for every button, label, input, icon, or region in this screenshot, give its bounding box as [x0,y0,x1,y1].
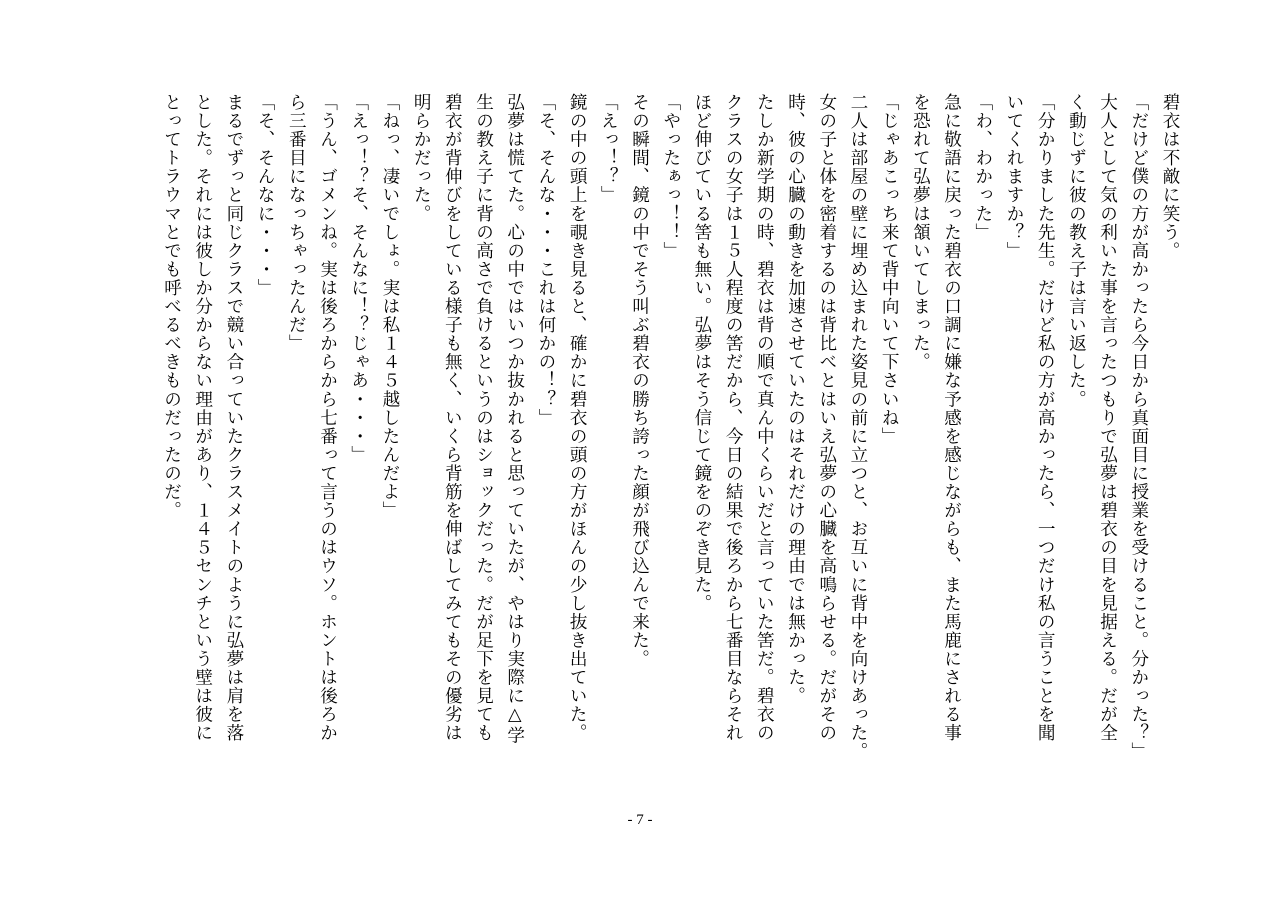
text-line: 大人として気の利いた事を言ったつもりで弘夢は碧衣の目を見据える。だが全 [1097,93,1118,743]
text-line: く動じずに彼の教え子は言い返した。 [1066,93,1087,409]
text-line: 女の子と体を密着するのは背比べとはいえ弘夢の心臓を高鳴らせる。だがその [816,93,837,743]
text-line: 急に敬語に戻った碧衣の口調に嫌な予感を感じながらも、また馬鹿にされる事 [941,93,962,743]
text-line: 「そ、そんなに・・・」 [255,93,276,298]
text-line: を恐れて弘夢は頷いてしまった。 [910,93,931,372]
text-line: 鏡の中の頭上を覗き見ると、確かに碧衣の頭の方がほんの少し抜き出ていた。 [567,93,588,743]
text-line: 生の教え子に背の高さで負けるというのはショックだった。だが足下を見ても [473,93,494,743]
text-line: 「だけど僕の方が高かったら今日から真面目に授業を受けること。分かった？」 [1128,93,1149,761]
body-text [155,93,1185,805]
text-line: 「分かりました先生。だけど私の方が高かったら、一つだけ私の言うことを聞 [1035,93,1056,743]
text-line: とってトラウマとでも呼べるべきものだったのだ。 [161,93,182,520]
text-line: 「じゃあこっち来て背中向いて下さいね」 [879,93,900,446]
text-line: 「わ、わかった」 [972,93,993,242]
text-line: 碧衣が背伸びをしている様子も無く、いくら背筋を伸ばしてみてもその優劣は [442,93,463,743]
text-line: たしか新学期の時、碧衣は背の順で真ん中くらいだと言っていた筈だ。碧衣の [754,93,775,743]
text-line: その瞬間、鏡の中でそう叫ぶ碧衣の勝ち誇った顔が飛び込んで来た。 [629,93,650,669]
page-number: - 7 - [627,812,653,828]
text-line: ら三番目になっちゃったんだ」 [286,93,307,353]
text-line: ほど伸びている筈も無い。弘夢はそう信じて鏡をのぞき見た。 [691,93,712,613]
text-line: 時、彼の心臓の動きを加速させていたのはそれだけの理由では無かった。 [785,93,806,706]
text-line: 碧衣は不敵に笑う。 [1160,93,1180,260]
text-line: 弘夢は慌てた。心の中ではいつか抜かれると思っていたが、やはり実際に△学 [504,93,525,745]
text-line: 「ねっ、凄いでしょ。実は私１４５越したんだよ」 [379,93,400,520]
text-line: 「そ、そんな・・・これは何かの！？」 [535,93,556,427]
text-line: クラスの女子は１５人程度の筈だから、今日の結果で後ろから七番目ならそれ [723,93,744,743]
text-line: 「えっ！？」 [598,93,619,205]
text-line: 二人は部屋の壁に埋め込まれた姿見の前に立つと、お互いに背中を向けあった。 [847,93,868,761]
text-line: 「やったぁっ！！」 [660,93,681,260]
text-line: 明らかだった。 [411,93,432,223]
text-line: とした。それには彼しか分からない理由があり、１４５センチという壁は彼に [192,93,213,743]
text-line: 「うん、ゴメンね。実は後ろからから七番って言うのはウソ。ホントは後ろか [317,93,338,743]
text-line: まるでずっと同じクラスで競い合っていたクラスメイトのように弘夢は肩を落 [223,93,244,743]
text-line: 「えっ！？そ、そんなに！？じゃあ・・・」 [348,93,369,464]
text-line: いてくれますか？」 [1003,93,1024,260]
